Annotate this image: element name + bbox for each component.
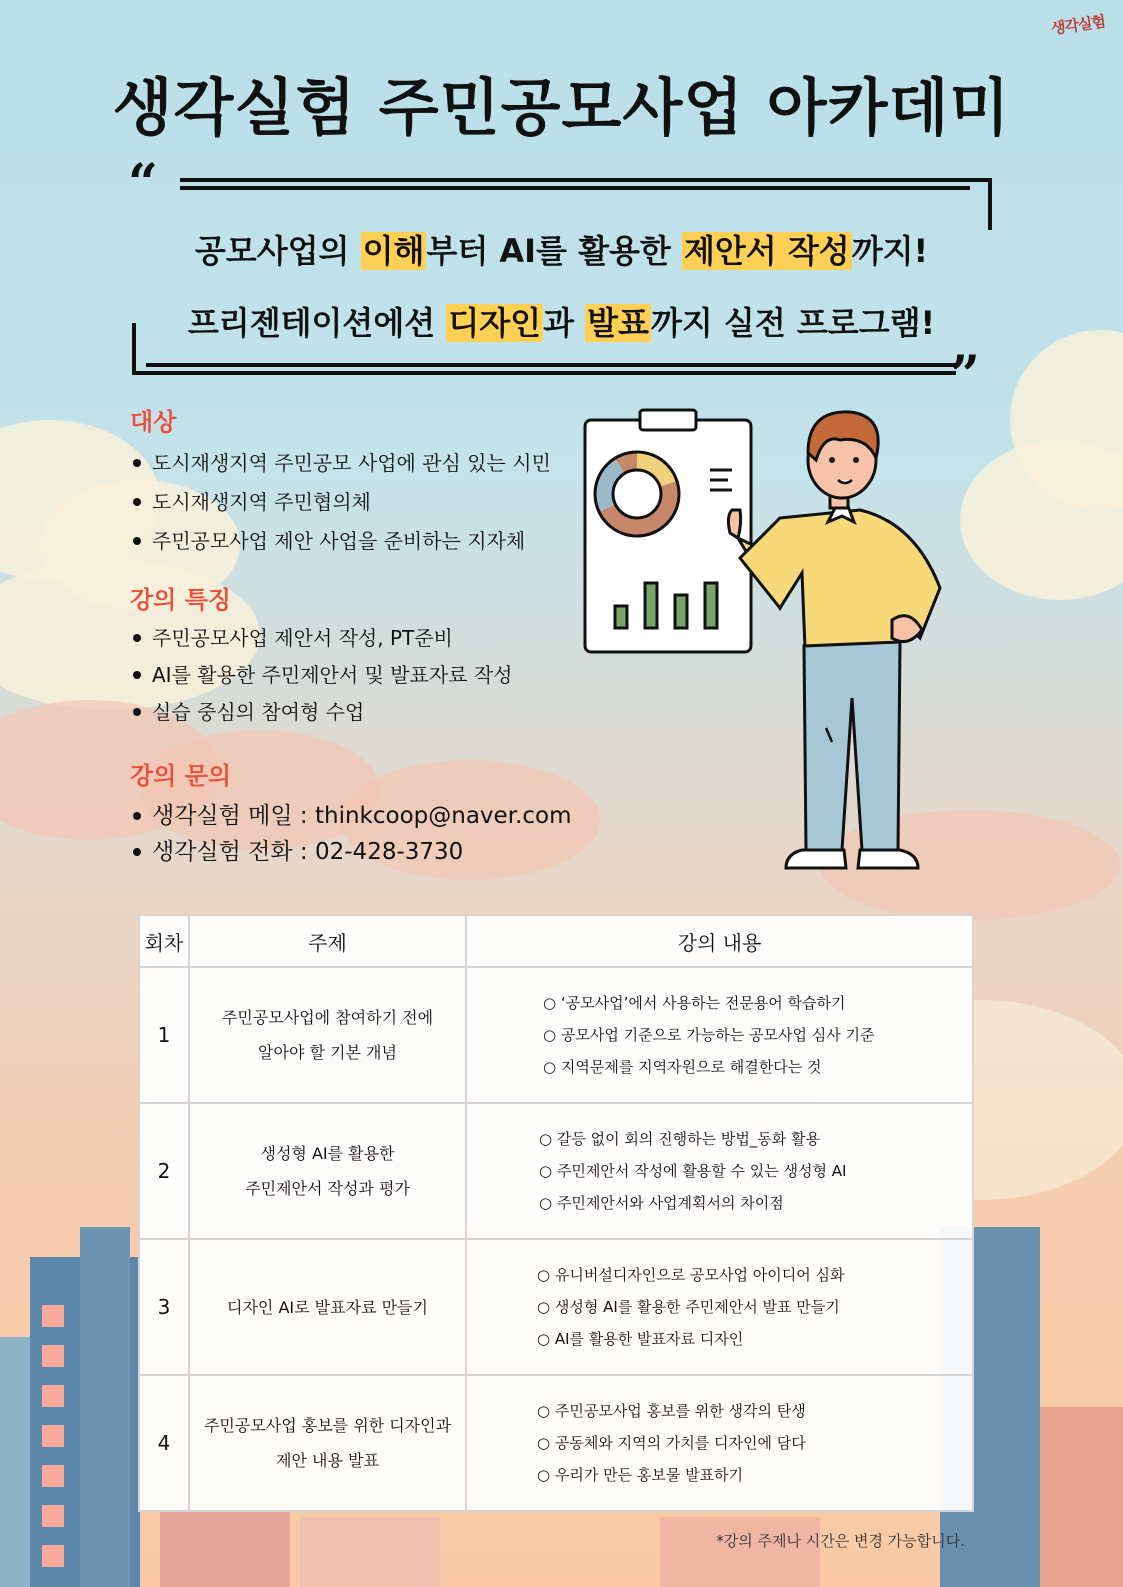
table-header-row <box>139 915 973 967</box>
list-item: 실습 중심의 참여형 수업 <box>130 694 513 731</box>
content-item: ○ 우리가 만든 홍보물 발표하기 <box>537 1466 744 1484</box>
quote-open-icon: “ <box>128 153 158 214</box>
frame-bottom <box>132 323 956 375</box>
section-heading-features: 강의 특징 <box>130 586 232 614</box>
section-heading-contact: 강의 문의 <box>130 762 232 790</box>
contact-email: 생각실험 메일 : thinkcoop@naver.com <box>130 798 571 834</box>
page-title: 생각실험 주민공모사업 아카데미 <box>112 71 1011 144</box>
footnote: *강의 주제나 시간은 변경 가능합니다. <box>716 1532 965 1550</box>
building-window <box>42 1385 64 1407</box>
contact-list <box>130 798 571 870</box>
slogan-text: 공모사업의 <box>194 232 361 270</box>
slogan-text: 프리젠테이션에션 <box>187 304 447 342</box>
presenter-illustration <box>580 398 980 878</box>
board-clip <box>640 410 696 430</box>
session-number: 2 <box>139 1103 189 1239</box>
quote-close-icon: ” <box>950 345 980 406</box>
board <box>585 420 751 652</box>
topic-line: 알아야 할 기본 개념 <box>258 1043 397 1062</box>
building <box>0 1337 30 1587</box>
topic-line: 주민공모사업에 참여하기 전에 <box>221 1008 434 1027</box>
topic-line: 제안 내용 발표 <box>276 1451 379 1470</box>
content-item: ○ 공동체와 지역의 가치를 디자인에 담다 <box>537 1434 806 1452</box>
list-item: 주민공모사업 제안서 작성, PT준비 <box>130 620 513 657</box>
session-topic <box>189 1239 466 1375</box>
slogan-highlight: 이해 <box>362 232 425 270</box>
table-row <box>139 1103 973 1239</box>
frame-top <box>180 178 992 230</box>
slogan-highlight: 발표 <box>587 304 649 342</box>
session-number: 1 <box>139 967 189 1103</box>
content-item: ○ ‘공모사업’에서 사용하는 전문용어 학습하기 <box>543 994 846 1012</box>
logo: 생각실험 <box>1050 12 1107 38</box>
features-list <box>130 620 513 731</box>
session-contents <box>466 967 973 1103</box>
contact-phone: 생각실험 전화 : 02-428-3730 <box>130 834 571 870</box>
building-window <box>42 1465 64 1487</box>
slogan-text: 까지 실전 프로그램! <box>650 304 936 342</box>
table-row <box>139 1375 973 1511</box>
list-item: 도시재생지역 주민공모 사업에 관심 있는 시민 <box>130 444 551 483</box>
person <box>728 412 940 868</box>
content-item: ○ 유니버설디자인으로 공모사업 아이디어 심화 <box>537 1266 845 1284</box>
slogan-text: 부터 AI를 활용한 <box>426 232 682 270</box>
content-item: ○ 갈등 없이 회의 진행하는 방법_동화 활용 <box>539 1130 821 1148</box>
list-item: 주민공모사업 제안 사업을 준비하는 지자체 <box>130 522 551 561</box>
session-number: 3 <box>139 1239 189 1375</box>
slogan-line-1 <box>0 226 1123 272</box>
session-topic <box>189 1375 466 1511</box>
column-header: 강의 내용 <box>466 915 973 967</box>
slogan-highlight: 디자인 <box>448 304 542 342</box>
slogan-text: 까지! <box>851 232 929 270</box>
table-row <box>139 967 973 1103</box>
session-number: 4 <box>139 1375 189 1511</box>
session-contents <box>466 1103 973 1239</box>
slogan-highlight: 제안서 작성 <box>683 232 850 270</box>
session-topic <box>189 1103 466 1239</box>
list-item: AI를 활용한 주민제안서 및 발표자료 작성 <box>130 657 513 694</box>
list-item: 도시재생지역 주민협의체 <box>130 483 551 522</box>
building <box>80 1227 130 1587</box>
content-item: ○ AI를 활용한 발표자료 디자인 <box>537 1330 744 1348</box>
topic-line: 주민제안서 작성과 평가 <box>245 1179 410 1198</box>
building-window <box>42 1305 64 1327</box>
session-topic <box>189 967 466 1103</box>
cloud <box>960 440 1123 600</box>
slogan-text: 과 <box>543 304 586 342</box>
building <box>1040 1407 1123 1587</box>
topic-line: 디자인 AI로 발표자료 만들기 <box>227 1297 428 1317</box>
building <box>160 1507 290 1587</box>
section-heading-target: 대상 <box>130 408 177 436</box>
schedule-table <box>138 914 974 1512</box>
target-list <box>130 444 551 561</box>
building-window <box>42 1345 64 1367</box>
building-window <box>42 1425 64 1447</box>
building-window <box>42 1505 64 1527</box>
building <box>300 1517 440 1587</box>
content-item: ○ 지역문제를 지역자원으로 해결한다는 것 <box>543 1058 822 1076</box>
session-contents <box>466 1239 973 1375</box>
content-item: ○ 주민제안서 작성에 활용할 수 있는 생성형 AI <box>539 1162 847 1180</box>
building-window <box>42 1545 64 1567</box>
column-header: 주제 <box>189 915 466 967</box>
content-item: ○ 생성형 AI를 활용한 주민제안서 발표 만들기 <box>537 1298 840 1316</box>
building <box>660 1517 820 1587</box>
column-header: 회차 <box>139 915 189 967</box>
content-item: ○ 주민제안서와 사업계획서의 차이점 <box>539 1194 784 1212</box>
table-row <box>139 1239 973 1375</box>
content-item: ○ 공모사업 기준으로 가능하는 공모사업 심사 기준 <box>543 1026 875 1044</box>
topic-line: 생성형 AI를 활용한 <box>260 1144 395 1163</box>
session-contents <box>466 1375 973 1511</box>
topic-line: 주민공모사업 홍보를 위한 디자인과 <box>203 1416 452 1435</box>
content-item: ○ 주민공모사업 홍보를 위한 생각의 탄생 <box>537 1402 806 1420</box>
